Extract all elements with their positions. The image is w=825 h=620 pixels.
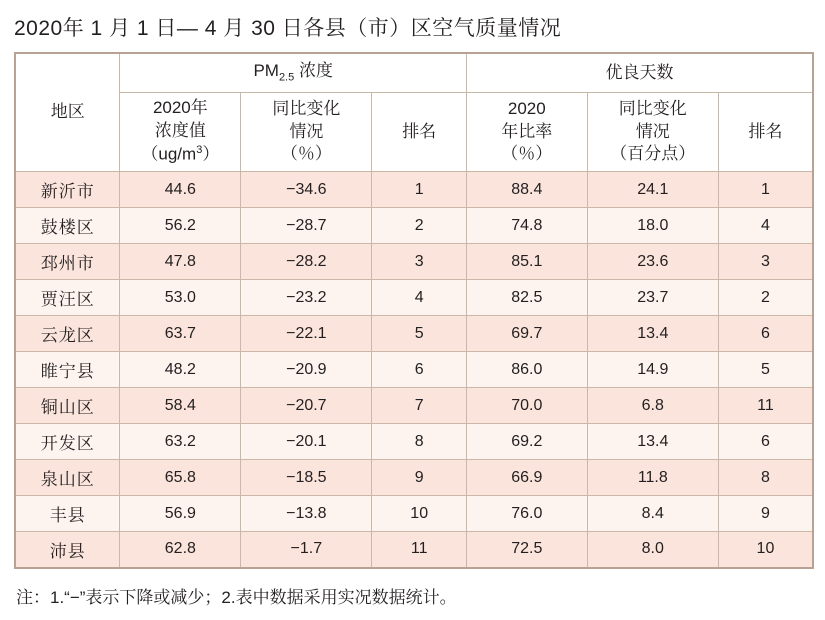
cell-pm25-rank: 4 (372, 280, 466, 316)
cell-days-rate: 76.0 (466, 496, 587, 532)
cell-pm25-value: 56.2 (120, 208, 241, 244)
cell-region: 沛县 (15, 532, 120, 568)
air-quality-table (14, 52, 814, 569)
cell-pm25-change: −18.5 (241, 460, 372, 496)
cell-pm25-change: −13.8 (241, 496, 372, 532)
table-row (15, 172, 813, 208)
table-row (15, 424, 813, 460)
header-group-pm25-main: PM (253, 61, 279, 81)
cell-days-change: 23.7 (587, 280, 718, 316)
header-group-pm25-sub: 2.5 (278, 71, 295, 84)
header-pm25-value-line3 (120, 143, 240, 167)
header-pm25-value (120, 93, 241, 172)
cell-region: 邳州市 (15, 244, 120, 280)
cell-pm25-value: 48.2 (120, 352, 241, 388)
cell-pm25-change: −20.7 (241, 388, 372, 424)
cell-pm25-rank: 5 (372, 316, 466, 352)
cell-days-rate: 82.5 (466, 280, 587, 316)
table-row (15, 244, 813, 280)
table-row (15, 532, 813, 568)
cell-region: 鼓楼区 (15, 208, 120, 244)
table-row (15, 208, 813, 244)
cell-days-rank: 4 (718, 208, 813, 244)
cell-days-rate: 70.0 (466, 388, 587, 424)
cell-pm25-rank: 7 (372, 388, 466, 424)
cell-pm25-change: −20.9 (241, 352, 372, 388)
cell-region: 开发区 (15, 424, 120, 460)
cell-days-rank: 6 (718, 316, 813, 352)
cell-days-rate: 69.7 (466, 316, 587, 352)
table-body (15, 172, 813, 568)
header-pm25-change-line3: （％） (280, 144, 332, 164)
cell-pm25-change: −28.2 (241, 244, 372, 280)
table-row (15, 460, 813, 496)
cell-pm25-rank: 11 (372, 532, 466, 568)
table-note: 注：1.“−”表示下降或减少；2.表中数据采用实况数据统计。 (16, 587, 457, 607)
header-group-good-days: 优良天数 (466, 53, 813, 93)
cell-pm25-rank: 2 (372, 208, 466, 244)
cell-region: 丰县 (15, 496, 120, 532)
cell-days-rate: 66.9 (466, 460, 587, 496)
header-pm25-unit-post: ） (202, 144, 220, 164)
cell-pm25-rank: 9 (372, 460, 466, 496)
cell-pm25-value: 63.7 (120, 316, 241, 352)
cell-pm25-rank: 1 (372, 172, 466, 208)
cell-region: 泉山区 (15, 460, 120, 496)
cell-days-change: 24.1 (587, 172, 718, 208)
table-container (12, 52, 813, 569)
table-row (15, 280, 813, 316)
header-days-change-line1: 同比变化 (618, 98, 687, 118)
cell-region: 铜山区 (15, 388, 120, 424)
cell-region: 云龙区 (15, 316, 120, 352)
cell-pm25-change: −22.1 (241, 316, 372, 352)
header-days-rate (466, 93, 587, 172)
cell-pm25-change: −28.7 (241, 208, 372, 244)
header-days-change-line2: 情况 (635, 121, 670, 141)
cell-days-change: 11.8 (587, 460, 718, 496)
header-days-rate-line2: 年比率 (501, 121, 553, 141)
table-row (15, 352, 813, 388)
page-title: 2020年 1 月 1 日— 4 月 30 日各县（市）区空气质量情况 (14, 17, 562, 40)
cell-days-change: 18.0 (587, 208, 718, 244)
header-group-pm25 (120, 53, 466, 93)
header-pm25-change-line2: 情况 (289, 121, 324, 141)
cell-pm25-rank: 10 (372, 496, 466, 532)
header-days-change-line3: （百分点） (610, 144, 696, 164)
header-days-rank: 排名 (718, 93, 813, 172)
cell-pm25-value: 63.2 (120, 424, 241, 460)
header-pm25-unit-pre: （ug/m (141, 144, 197, 164)
cell-days-rank: 3 (718, 244, 813, 280)
cell-pm25-change: −1.7 (241, 532, 372, 568)
cell-days-rate: 74.8 (466, 208, 587, 244)
header-days-rate-line3: （％） (501, 144, 553, 164)
cell-pm25-change: −23.2 (241, 280, 372, 316)
cell-pm25-change: −34.6 (241, 172, 372, 208)
header-days-rate-line1: 2020 (507, 98, 546, 118)
cell-days-rate: 72.5 (466, 532, 587, 568)
cell-pm25-value: 58.4 (120, 388, 241, 424)
header-region: 地区 (15, 53, 120, 172)
cell-pm25-rank: 8 (372, 424, 466, 460)
header-pm25-unit-sup: 3 (196, 144, 203, 157)
table-row (15, 316, 813, 352)
cell-days-rank: 5 (718, 352, 813, 388)
table-header (15, 53, 813, 172)
cell-pm25-value: 65.8 (120, 460, 241, 496)
cell-pm25-rank: 6 (372, 352, 466, 388)
cell-days-change: 13.4 (587, 316, 718, 352)
cell-days-rate: 88.4 (466, 172, 587, 208)
cell-days-change: 8.4 (587, 496, 718, 532)
cell-pm25-value: 62.8 (120, 532, 241, 568)
table-row (15, 496, 813, 532)
header-pm25-value-line2: 浓度值 (154, 121, 206, 141)
header-pm25-rank: 排名 (372, 93, 466, 172)
cell-days-change: 23.6 (587, 244, 718, 280)
cell-days-change: 13.4 (587, 424, 718, 460)
cell-days-rank: 10 (718, 532, 813, 568)
header-pm25-value-line1: 2020年 (152, 98, 208, 118)
cell-days-rank: 11 (718, 388, 813, 424)
cell-region: 睢宁县 (15, 352, 120, 388)
cell-days-rate: 86.0 (466, 352, 587, 388)
cell-days-rank: 9 (718, 496, 813, 532)
cell-days-rank: 1 (718, 172, 813, 208)
cell-pm25-value: 56.9 (120, 496, 241, 532)
cell-days-rate: 85.1 (466, 244, 587, 280)
header-pm25-change (241, 93, 372, 172)
cell-region: 新沂市 (15, 172, 120, 208)
cell-days-rank: 2 (718, 280, 813, 316)
cell-days-rank: 6 (718, 424, 813, 460)
table-row (15, 388, 813, 424)
cell-days-change: 14.9 (587, 352, 718, 388)
cell-days-rate: 69.2 (466, 424, 587, 460)
header-group-pm25-tail: 浓度 (294, 61, 333, 81)
cell-pm25-value: 47.8 (120, 244, 241, 280)
cell-days-change: 8.0 (587, 532, 718, 568)
cell-region: 贾汪区 (15, 280, 120, 316)
header-pm25-change-line1: 同比变化 (272, 98, 341, 118)
cell-days-change: 6.8 (587, 388, 718, 424)
cell-pm25-rank: 3 (372, 244, 466, 280)
cell-pm25-change: −20.1 (241, 424, 372, 460)
header-days-change (587, 93, 718, 172)
cell-pm25-value: 44.6 (120, 172, 241, 208)
cell-pm25-value: 53.0 (120, 280, 241, 316)
cell-days-rank: 8 (718, 460, 813, 496)
